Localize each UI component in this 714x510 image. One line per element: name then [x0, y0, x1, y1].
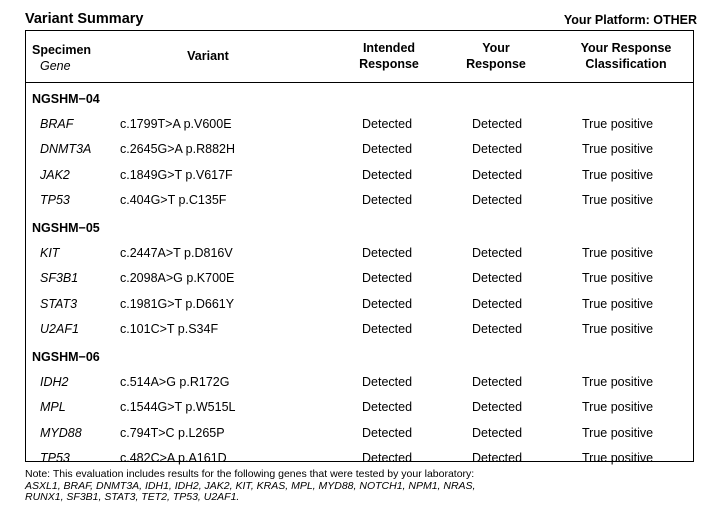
response-cell: Detected	[472, 246, 523, 261]
intended-cell: Detected	[362, 400, 413, 415]
variant-cell: c.404G>T p.C135F	[120, 192, 227, 207]
intended-cell: Detected	[362, 117, 413, 132]
table-row	[26, 137, 693, 162]
intended-cell: Detected	[362, 246, 413, 261]
specimen-row	[26, 345, 693, 370]
header-divider	[26, 82, 693, 83]
classification-cell: True positive	[582, 271, 654, 286]
gene-cell: BRAF	[40, 117, 74, 132]
header-classification	[558, 40, 694, 72]
response-cell: Detected	[472, 450, 523, 465]
header-specimen	[32, 42, 91, 74]
table-row	[26, 241, 693, 266]
response-cell: Detected	[472, 375, 523, 390]
header-class-line1: Your Response	[580, 41, 672, 55]
variant-table	[25, 30, 694, 465]
table-row	[26, 266, 693, 291]
response-cell: Detected	[472, 167, 523, 182]
specimen-id: NGSHM−04	[32, 92, 100, 106]
intended-cell: Detected	[362, 167, 413, 182]
header-intended-line2: Response	[359, 57, 419, 71]
gene-cell: DNMT3A	[40, 142, 92, 157]
response-cell: Detected	[472, 142, 523, 157]
variant-cell: c.514A>G p.R172G	[120, 375, 230, 390]
gene-cell: TP53	[40, 450, 70, 465]
variant-cell: c.1544G>T p.W515L	[120, 400, 236, 415]
table-row	[26, 317, 693, 342]
gene-cell: IDH2	[40, 375, 69, 390]
variant-cell: c.101C>T p.S34F	[120, 321, 219, 336]
table-row	[26, 395, 693, 420]
gene-cell: SF3B1	[40, 271, 79, 286]
variant-cell: c.2645G>A p.R882H	[120, 142, 236, 157]
gene-cell: MPL	[40, 400, 66, 415]
response-cell: Detected	[472, 117, 523, 132]
intended-cell: Detected	[362, 425, 413, 440]
classification-cell: True positive	[582, 425, 654, 440]
gene-cell: KIT	[40, 246, 60, 261]
header-specimen-label: Specimen	[32, 43, 92, 57]
footnote-genes-line1: ASXL1, BRAF, DNMT3A, IDH1, IDH2, JAK2, KIT, KRAS, MPL, MYD88, NOTCH1, NPM1, NRAS,	[25, 479, 476, 492]
response-cell: Detected	[472, 425, 523, 440]
variant-cell: c.2447A>T p.D816V	[120, 246, 233, 261]
header-gene-label: Gene	[40, 59, 71, 73]
header-intended-response	[334, 40, 444, 72]
header-your-line1: Your	[482, 41, 510, 55]
intended-cell: Detected	[362, 271, 413, 286]
specimen-id: NGSHM−06	[32, 350, 100, 364]
classification-cell: True positive	[582, 450, 654, 465]
header-variant: Variant	[187, 49, 229, 63]
response-cell: Detected	[472, 400, 523, 415]
response-cell: Detected	[472, 296, 523, 311]
specimen-row	[26, 216, 693, 241]
gene-cell: U2AF1	[40, 321, 79, 336]
table-row	[26, 163, 693, 188]
variant-cell: c.482C>A p.A161D	[120, 450, 227, 465]
table-row	[26, 112, 693, 137]
variant-cell: c.1849G>T p.V617F	[120, 167, 233, 182]
specimen-id: NGSHM−05	[32, 221, 100, 235]
response-cell: Detected	[472, 192, 523, 207]
variant-cell: c.1981G>T p.D661Y	[120, 296, 235, 311]
gene-cell: STAT3	[40, 296, 78, 311]
classification-cell: True positive	[582, 167, 654, 182]
gene-cell: TP53	[40, 192, 70, 207]
footnote-lead: Note: This evaluation includes results for the following genes that were tested by your laboratory:	[25, 468, 475, 480]
variant-cell: c.794T>C p.L265P	[120, 425, 225, 440]
classification-cell: True positive	[582, 246, 654, 261]
gene-cell: MYD88	[40, 425, 82, 440]
intended-cell: Detected	[362, 192, 413, 207]
response-cell: Detected	[472, 271, 523, 286]
intended-cell: Detected	[362, 142, 413, 157]
footnote-genes-line2: RUNX1, SF3B1, STAT3, TET2, TP53, U2AF1.	[25, 491, 240, 503]
platform-label: Your Platform: OTHER	[563, 13, 697, 27]
classification-cell: True positive	[582, 142, 654, 157]
table-row	[26, 188, 693, 213]
header-class-line2: Classification	[585, 57, 667, 71]
variant-cell: c.2098A>G p.K700E	[120, 271, 235, 286]
intended-cell: Detected	[362, 375, 413, 390]
intended-cell: Detected	[362, 296, 413, 311]
header-your-line2: Response	[466, 57, 526, 71]
footnote	[25, 469, 705, 504]
classification-cell: True positive	[582, 117, 654, 132]
report-title: Variant Summary	[25, 11, 144, 27]
header-your-response	[441, 40, 551, 72]
response-cell: Detected	[472, 321, 523, 336]
classification-cell: True positive	[582, 192, 654, 207]
classification-cell: True positive	[582, 321, 654, 336]
specimen-row	[26, 87, 693, 112]
table-row	[26, 370, 693, 395]
intended-cell: Detected	[362, 450, 413, 465]
intended-cell: Detected	[362, 321, 413, 336]
classification-cell: True positive	[582, 375, 654, 390]
table-row	[26, 292, 693, 317]
gene-cell: JAK2	[40, 167, 70, 182]
classification-cell: True positive	[582, 296, 654, 311]
variant-cell: c.1799T>A p.V600E	[120, 117, 232, 132]
table-row	[26, 421, 693, 446]
header-intended-line1: Intended	[362, 41, 416, 55]
classification-cell: True positive	[582, 400, 654, 415]
